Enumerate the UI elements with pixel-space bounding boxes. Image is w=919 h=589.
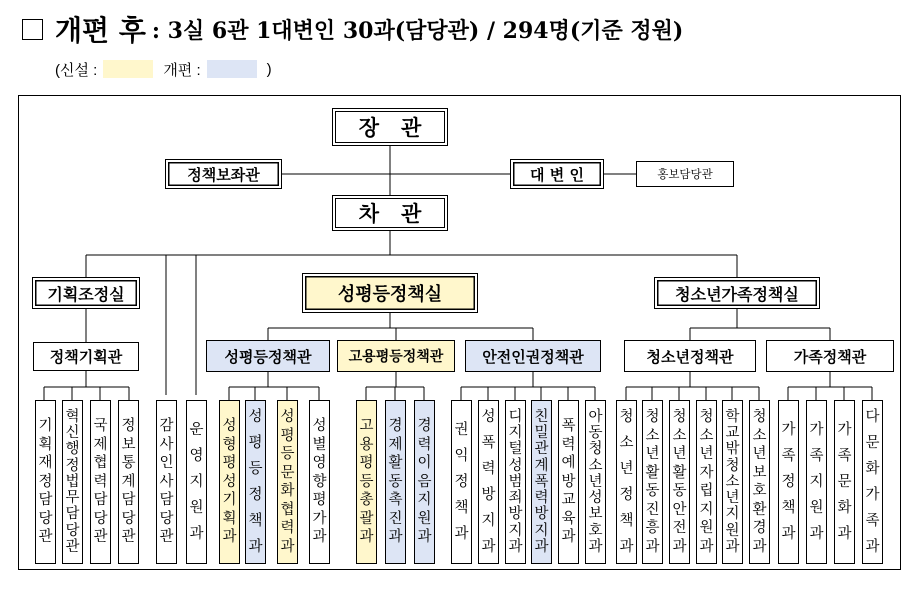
division-char: 과 xyxy=(280,538,295,555)
division-char: 방 xyxy=(481,487,496,503)
division-char: 립 xyxy=(699,483,714,499)
division-char: 과 xyxy=(699,538,714,555)
division-char: 성 xyxy=(280,409,295,425)
division-char: 방 xyxy=(534,506,549,523)
division-char: 재 xyxy=(38,455,53,472)
division-char: 과 xyxy=(222,529,237,546)
division-char: 관 xyxy=(534,441,549,458)
division-char: 학 xyxy=(725,409,740,426)
division-char: 소 xyxy=(588,457,603,474)
division-char: 권 xyxy=(454,422,469,438)
division-char: 족 xyxy=(809,448,824,464)
office-gender-equality-box: 성평등정책실 xyxy=(302,273,478,313)
division-char: 제 xyxy=(93,436,108,453)
division-char: 사 xyxy=(159,436,174,453)
legend-reorg-label: 개편 : xyxy=(163,61,201,79)
division-char: 지 xyxy=(699,501,714,518)
division-char: 력 xyxy=(534,490,549,507)
division-char: 활 xyxy=(388,455,403,472)
division-char: 지 xyxy=(481,513,496,529)
division-char: 국 xyxy=(93,418,108,435)
division-char: 년 xyxy=(725,490,740,507)
division-char: 죄 xyxy=(508,490,523,507)
division-char: 원 xyxy=(699,520,714,536)
division-char: 당 xyxy=(159,510,174,527)
division-char: 경 xyxy=(417,418,432,435)
division-char: 소 xyxy=(752,427,767,444)
division-box xyxy=(834,400,855,564)
division-char: 과 xyxy=(865,539,880,555)
division-char: 족 xyxy=(865,513,880,529)
title-summary: : 3실 6관 1대변인 30과(담당관) / 294명(기준 정원) xyxy=(151,17,684,44)
division-char: 담 xyxy=(93,492,108,509)
division-box xyxy=(585,400,606,564)
division-char: 동 xyxy=(672,483,687,499)
division-box xyxy=(356,400,377,564)
division-char: 과 xyxy=(837,526,852,542)
division-char: 영 xyxy=(312,455,327,472)
office-planning-box: 기획조정실 xyxy=(32,277,140,309)
pr-officer-box: 홍보담당관 xyxy=(636,161,734,187)
division-char: 관 xyxy=(121,529,136,546)
division-char: 털 xyxy=(508,441,523,458)
division-char: 년 xyxy=(588,473,603,490)
division-char: 통 xyxy=(121,455,136,472)
division-char: 년 xyxy=(619,461,634,477)
division-char: 담 xyxy=(159,492,174,509)
division-box xyxy=(245,400,266,564)
division-char: 용 xyxy=(359,436,374,453)
division-char: 협 xyxy=(93,455,108,472)
division-box xyxy=(642,400,663,564)
division-char: 년 xyxy=(672,446,687,462)
division-char: 행 xyxy=(65,441,80,458)
division-char: 족 xyxy=(837,448,852,464)
division-char: 폭 xyxy=(534,473,549,490)
division-char: 정 xyxy=(454,474,469,490)
division-char: 가 xyxy=(809,422,824,438)
division-char: 담 xyxy=(121,492,136,509)
division-char: 력 xyxy=(93,473,108,490)
division-char: 촉 xyxy=(388,492,403,509)
division-char: 정 xyxy=(781,474,796,490)
division-char: 정 xyxy=(121,418,136,435)
division-char: 밀 xyxy=(534,425,549,442)
division-char: 디 xyxy=(508,409,523,426)
division-char: 정 xyxy=(619,487,634,503)
legend-close: ) xyxy=(266,60,272,78)
division-char: 원 xyxy=(725,522,740,539)
division-char: 방 xyxy=(561,473,576,490)
division-char: 성 xyxy=(222,473,237,490)
division-char: 과 xyxy=(561,529,576,546)
spokesperson-box: 대 변 인 xyxy=(510,159,604,189)
division-char: 감 xyxy=(159,418,174,435)
division-char: 영 xyxy=(189,448,204,464)
division-char: 성 xyxy=(508,457,523,474)
division-char: 총 xyxy=(359,492,374,509)
division-char: 예 xyxy=(561,455,576,472)
division-char: 소 xyxy=(645,427,660,444)
division-char: 폭 xyxy=(561,418,576,435)
division-char: 과 xyxy=(189,526,204,542)
division-char: 담 xyxy=(65,506,80,523)
division-char: 활 xyxy=(645,464,660,481)
division-char: 호 xyxy=(588,522,603,539)
division-char: 진 xyxy=(388,510,403,527)
division-char: 등 xyxy=(280,446,295,462)
division-char: 과 xyxy=(534,538,549,555)
division-char: 년 xyxy=(645,446,660,462)
division-char: 친 xyxy=(534,409,549,426)
division-char: 획 xyxy=(38,436,53,453)
division-char: 책 xyxy=(619,513,634,529)
division-char: 과 xyxy=(248,539,263,555)
division-char: 신 xyxy=(65,425,80,442)
division-char: 진 xyxy=(645,501,660,518)
division-char: 활 xyxy=(672,464,687,481)
division-char: 평 xyxy=(359,455,374,472)
division-char: 익 xyxy=(454,448,469,464)
division-char: 법 xyxy=(65,473,80,490)
division-box xyxy=(309,400,330,564)
division-box xyxy=(696,400,717,564)
division-char: 책 xyxy=(454,500,469,516)
title-main: 개편 후 xyxy=(55,14,146,47)
division-char: 밖 xyxy=(725,441,740,458)
division-char: 동 xyxy=(588,425,603,442)
division-char: 가 xyxy=(781,422,796,438)
bureau-policy-planning-box: 정책기획관 xyxy=(33,342,139,371)
division-char: 소 xyxy=(699,427,714,444)
division-box xyxy=(219,400,240,564)
policy-advisor-box: 정책보좌관 xyxy=(165,159,282,189)
division-char: 화 xyxy=(280,483,295,499)
division-char: 족 xyxy=(781,448,796,464)
division-char: 계 xyxy=(534,457,549,474)
division-char: 과 xyxy=(619,539,634,555)
vice-minister-box: 차 관 xyxy=(332,195,448,231)
division-char: 형 xyxy=(222,436,237,453)
bureau-youth-policy-box: 청소년정책관 xyxy=(624,340,756,372)
legend-new-label: (신설 : xyxy=(55,61,98,79)
division-char: 화 xyxy=(837,500,852,516)
division-char: 과 xyxy=(781,526,796,542)
division-box xyxy=(669,400,690,564)
division-box xyxy=(722,400,743,564)
division-char: 가 xyxy=(837,422,852,438)
division-char: 아 xyxy=(588,409,603,426)
division-box xyxy=(505,400,526,564)
division-char: 정 xyxy=(248,487,263,503)
division-char: 과 xyxy=(454,526,469,542)
division-char: 획 xyxy=(222,510,237,527)
division-box xyxy=(385,400,406,564)
division-char: 가 xyxy=(312,510,327,527)
division-char: 등 xyxy=(248,461,263,477)
division-char: 소 xyxy=(725,473,740,490)
division-char: 폭 xyxy=(481,435,496,451)
division-box xyxy=(90,400,111,564)
division-char: 과 xyxy=(312,529,327,546)
division-box xyxy=(118,400,139,564)
division-char: 년 xyxy=(699,446,714,462)
division-char: 지 xyxy=(508,522,523,539)
division-char: 력 xyxy=(481,461,496,477)
division-char: 다 xyxy=(865,409,880,425)
bureau-family-policy-box: 가족정책관 xyxy=(766,340,894,372)
division-char: 경 xyxy=(388,418,403,435)
division-box xyxy=(531,400,552,564)
division-char: 동 xyxy=(388,473,403,490)
division-char: 성 xyxy=(481,409,496,425)
division-char: 제 xyxy=(388,436,403,453)
division-char: 동 xyxy=(645,483,660,499)
division-char: 책 xyxy=(248,513,263,529)
division-char: 청 xyxy=(725,457,740,474)
division-char: 흥 xyxy=(645,520,660,536)
division-char: 과 xyxy=(508,538,523,555)
division-char: 관 xyxy=(159,529,174,546)
division-char: 청 xyxy=(619,409,634,425)
division-char: 향 xyxy=(312,473,327,490)
division-char: 성 xyxy=(588,490,603,507)
division-char: 청 xyxy=(752,409,767,425)
division-char: 과 xyxy=(588,538,603,555)
division-box xyxy=(558,400,579,564)
division-char: 당 xyxy=(93,510,108,527)
division-char: 계 xyxy=(121,473,136,490)
division-char: 가 xyxy=(865,487,880,503)
division-char: 문 xyxy=(837,474,852,490)
division-char: 보 xyxy=(588,506,603,523)
division-char: 보 xyxy=(121,436,136,453)
division-char: 과 xyxy=(672,538,687,555)
division-char: 지 xyxy=(725,506,740,523)
division-char: 원 xyxy=(189,500,204,516)
bureau-safety-rights-box: 안전인권정책관 xyxy=(465,340,601,372)
division-box xyxy=(806,400,827,564)
division-char: 교 xyxy=(561,492,576,509)
division-box xyxy=(451,400,472,564)
division-char: 관 xyxy=(65,538,80,555)
division-char: 정 xyxy=(38,473,53,490)
division-char: 청 xyxy=(645,409,660,425)
division-char: 방 xyxy=(508,506,523,523)
division-char: 무 xyxy=(65,490,80,507)
division-char: 보 xyxy=(752,464,767,481)
division-box xyxy=(778,400,799,564)
division-char: 당 xyxy=(121,510,136,527)
division-char: 호 xyxy=(752,483,767,499)
division-char: 과 xyxy=(481,539,496,555)
division-char: 괄 xyxy=(359,510,374,527)
division-char: 당 xyxy=(38,510,53,527)
division-char: 안 xyxy=(672,501,687,518)
division-box xyxy=(749,400,770,564)
division-char: 성 xyxy=(248,409,263,425)
division-char: 과 xyxy=(388,529,403,546)
division-char: 자 xyxy=(699,464,714,481)
division-char: 관 xyxy=(38,529,53,546)
division-char: 기 xyxy=(222,492,237,509)
division-char: 과 xyxy=(752,538,767,555)
division-char: 당 xyxy=(65,522,80,539)
division-char: 평 xyxy=(248,435,263,451)
division-char: 고 xyxy=(359,418,374,435)
division-char: 혁 xyxy=(65,409,80,426)
division-char: 지 xyxy=(189,474,204,490)
division-char: 과 xyxy=(809,526,824,542)
division-char: 문 xyxy=(865,435,880,451)
division-char: 책 xyxy=(781,500,796,516)
division-char: 협 xyxy=(280,501,295,518)
division-char: 성 xyxy=(312,418,327,435)
division-char: 평 xyxy=(280,427,295,444)
division-box xyxy=(156,400,177,564)
division-char: 소 xyxy=(619,435,634,451)
division-box xyxy=(616,400,637,564)
division-char: 평 xyxy=(222,455,237,472)
division-char: 범 xyxy=(508,473,523,490)
division-char: 기 xyxy=(38,418,53,435)
division-char: 지 xyxy=(508,425,523,442)
division-char: 관 xyxy=(93,529,108,546)
division-char: 과 xyxy=(359,529,374,546)
division-char: 성 xyxy=(222,418,237,435)
division-char: 음 xyxy=(417,473,432,490)
division-box xyxy=(414,400,435,564)
division-char: 별 xyxy=(312,436,327,453)
office-youth-family-box: 청소년가족정책실 xyxy=(654,277,820,309)
division-char: 정 xyxy=(65,457,80,474)
division-char: 청 xyxy=(672,409,687,425)
division-char: 평 xyxy=(312,492,327,509)
division-char: 과 xyxy=(645,538,660,555)
division-char: 교 xyxy=(725,425,740,442)
minister-box: 장 관 xyxy=(332,108,448,146)
division-char: 력 xyxy=(417,436,432,453)
division-char: 원 xyxy=(809,500,824,516)
division-box xyxy=(186,400,207,564)
division-char: 지 xyxy=(417,492,432,509)
division-box xyxy=(862,400,883,564)
division-char: 소 xyxy=(672,427,687,444)
division-char: 전 xyxy=(672,520,687,536)
division-char: 운 xyxy=(189,422,204,438)
division-char: 청 xyxy=(699,409,714,425)
division-char: 문 xyxy=(280,464,295,481)
division-char: 력 xyxy=(280,520,295,536)
division-char: 청 xyxy=(588,441,603,458)
division-char: 경 xyxy=(752,520,767,536)
division-box xyxy=(478,400,499,564)
division-char: 인 xyxy=(159,455,174,472)
bureau-employment-equality-box: 고용평등정책관 xyxy=(337,340,455,372)
division-char: 사 xyxy=(159,473,174,490)
bureau-gender-policy-box: 성평등정책관 xyxy=(206,340,330,372)
division-char: 화 xyxy=(865,461,880,477)
division-char: 과 xyxy=(725,538,740,555)
division-box xyxy=(62,400,83,564)
division-box xyxy=(277,400,298,564)
division-char: 육 xyxy=(561,510,576,527)
division-box xyxy=(35,400,56,564)
division-char: 력 xyxy=(561,436,576,453)
division-char: 이 xyxy=(417,455,432,472)
division-char: 원 xyxy=(417,510,432,527)
division-char: 환 xyxy=(752,501,767,518)
division-char: 담 xyxy=(38,492,53,509)
division-char: 과 xyxy=(417,529,432,546)
division-char: 년 xyxy=(752,446,767,462)
division-char: 등 xyxy=(359,473,374,490)
division-char: 지 xyxy=(809,474,824,490)
division-char: 지 xyxy=(534,522,549,539)
